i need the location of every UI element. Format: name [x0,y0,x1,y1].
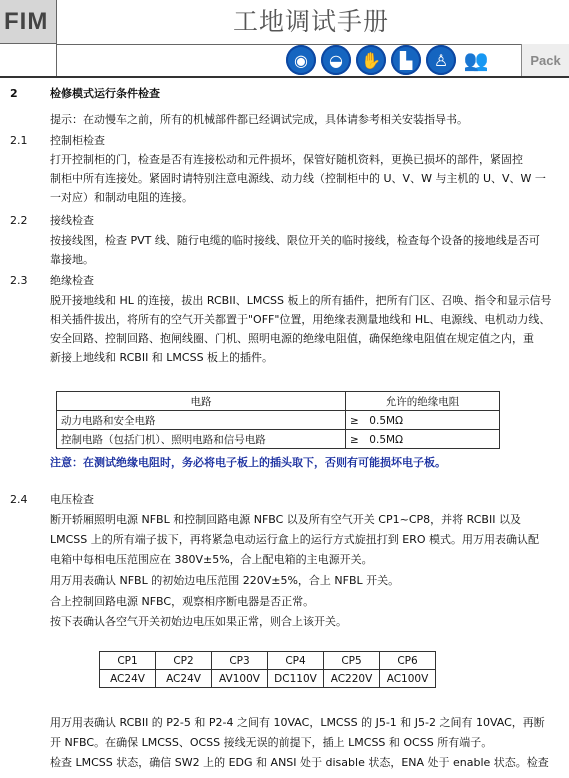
table-header-row [100,652,436,670]
paragraph-line: 开 NFBC。在确保 LMCSS、OCSS 接线无误的前提下，插上 LMCSS 和 OCSS 所有端子。 [50,736,493,749]
table-cell: ≥ 0.5MΩ [346,411,500,430]
lifting-icon: 👥 [463,48,489,72]
paragraph-line: 电箱中每相电压范围应在 380V±5%，合上配电箱的主电源开关。 [50,553,373,566]
table-row [57,430,500,449]
page-header [0,0,569,77]
table-header: 电路 [57,392,346,411]
table-header: CP1 [100,652,156,670]
section-number: 2.2 [10,214,28,227]
section-number: 2.3 [10,274,28,287]
header-bottom-rule [0,76,569,78]
safety-icons [283,44,492,77]
section-title: 电压检查 [50,493,94,506]
table-cell: ≥ 0.5MΩ [346,430,500,449]
table-cell: AC24V [100,670,156,688]
goggles-icon: ◉ [286,45,316,75]
gloves-icon: ✋ [356,45,386,75]
paragraph-line: 用万用表确认 RCBII 的 P2-5 和 P2-4 之间有 10VAC，LMCSS 的 J5-1 和 J5-2 之间有 10VAC，再断 [50,716,545,729]
section-title: 控制柜检查 [50,134,105,147]
paragraph-line: 打开控制柜的门，检查是否有连接松动和元件损坏，保管好随机资料，更换已损坏的部件，紧固控 [50,153,523,166]
table-cell: 控制电路（包括门机）、照明电路和信号电路 [57,430,346,449]
paragraph-line: 按下表确认各空气开关初始边电压如果正常，则合上该开关。 [50,615,347,628]
table-header: CP5 [324,652,380,670]
table-header: CP2 [156,652,212,670]
intro-text: 提示：在动慢车之前，所有的机械部件都已经调试完成，具体请参考相关安装指导书。 [50,113,468,126]
table-cell: AC24V [156,670,212,688]
table-header-row [57,392,500,411]
paragraph-line: 用万用表确认 NFBL 的初始边电压范围 220V±5%，合上 NFBL 开关。 [50,574,400,587]
table-cell: AC220V [324,670,380,688]
paragraph-line: 一对应）和制动电阻的连接。 [50,191,193,204]
pack-label: Pack [521,44,569,77]
table-row [57,411,500,430]
table-cell: DC110V [268,670,324,688]
fim-logo: FIM [0,0,57,44]
paragraph-line: 脱开接地线和 HL 的连接，拔出 RCBII、LMCSS 板上的所有插件，把所有门区、召唤、指令和显示信号 [50,294,552,307]
paragraph-line: 检查 LMCSS 状态，确信 SW2 上的 EDG 和 ANSI 处于 disable 状态，ENA 处于 enable 状态。检查 [50,756,549,769]
paragraph-line: 合上控制回路电源 NFBC，观察相序断电器是否正常。 [50,595,315,608]
table-cell: AV100V [212,670,268,688]
paragraph-line: 安全回路、控制回路、抱闸线圈、门机、照明电源的绝缘电阻值，确保绝缘电阻值在规定值之内，重 [50,332,534,345]
table-header: 允许的绝缘电阻 [346,392,500,411]
section-title: 检修模式运行条件检查 [50,87,160,100]
insulation-table [56,391,500,449]
paragraph-line: 靠接地。 [50,253,94,266]
section-title: 绝缘检查 [50,274,94,287]
section-number: 2.4 [10,493,28,506]
paragraph-line: LMCSS 上的所有端子拔下，再将紧急电动运行盒上的运行方式旋扭打到 ERO 模式。用万用表确认配 [50,533,540,546]
breaker-voltage-table [99,651,436,688]
table-row [100,670,436,688]
boots-icon: ▙ [391,45,421,75]
paragraph-line: 断开轿厢照明电源 NFBL 和控制回路电源 NFBC 以及所有空气开关 CP1~CP8，并将 RCBII 以及 [50,513,521,526]
logo-cell-lower [0,44,57,77]
page-title: 工地调试手册 [233,7,390,36]
harness-icon: ♙ [426,45,456,75]
section-number: 2.1 [10,134,28,147]
table-header: CP6 [380,652,436,670]
table-header: CP4 [268,652,324,670]
warning-note: 注意：在测试绝缘电阻时，务必将电子板上的插头取下，否则有可能损坏电子板。 [50,456,446,469]
paragraph-line: 新接上地线和 RCBII 和 LMCSS 板上的插件。 [50,351,274,364]
helmet-icon: ◒ [321,45,351,75]
section-number: 2 [10,87,18,100]
table-header: CP3 [212,652,268,670]
paragraph-line: 相关插件拔出，将所有的空气开关都置于"OFF"位置，用绝缘表测量地线和 HL、电源线、电机动力线、 [50,313,551,326]
table-cell: 动力电路和安全电路 [57,411,346,430]
paragraph-line: 制柜中所有连接处。紧固时请特别注意电源线、动力线（控制柜中的 U、V、W 与主机的 U、V、W 一 [50,172,546,185]
paragraph-line: 按接线图，检查 PVT 线、随行电缆的临时接线、限位开关的临时接线，检查每个设备的接地线是否可 [50,234,540,247]
section-title: 接线检查 [50,214,94,227]
table-cell: AC100V [380,670,436,688]
